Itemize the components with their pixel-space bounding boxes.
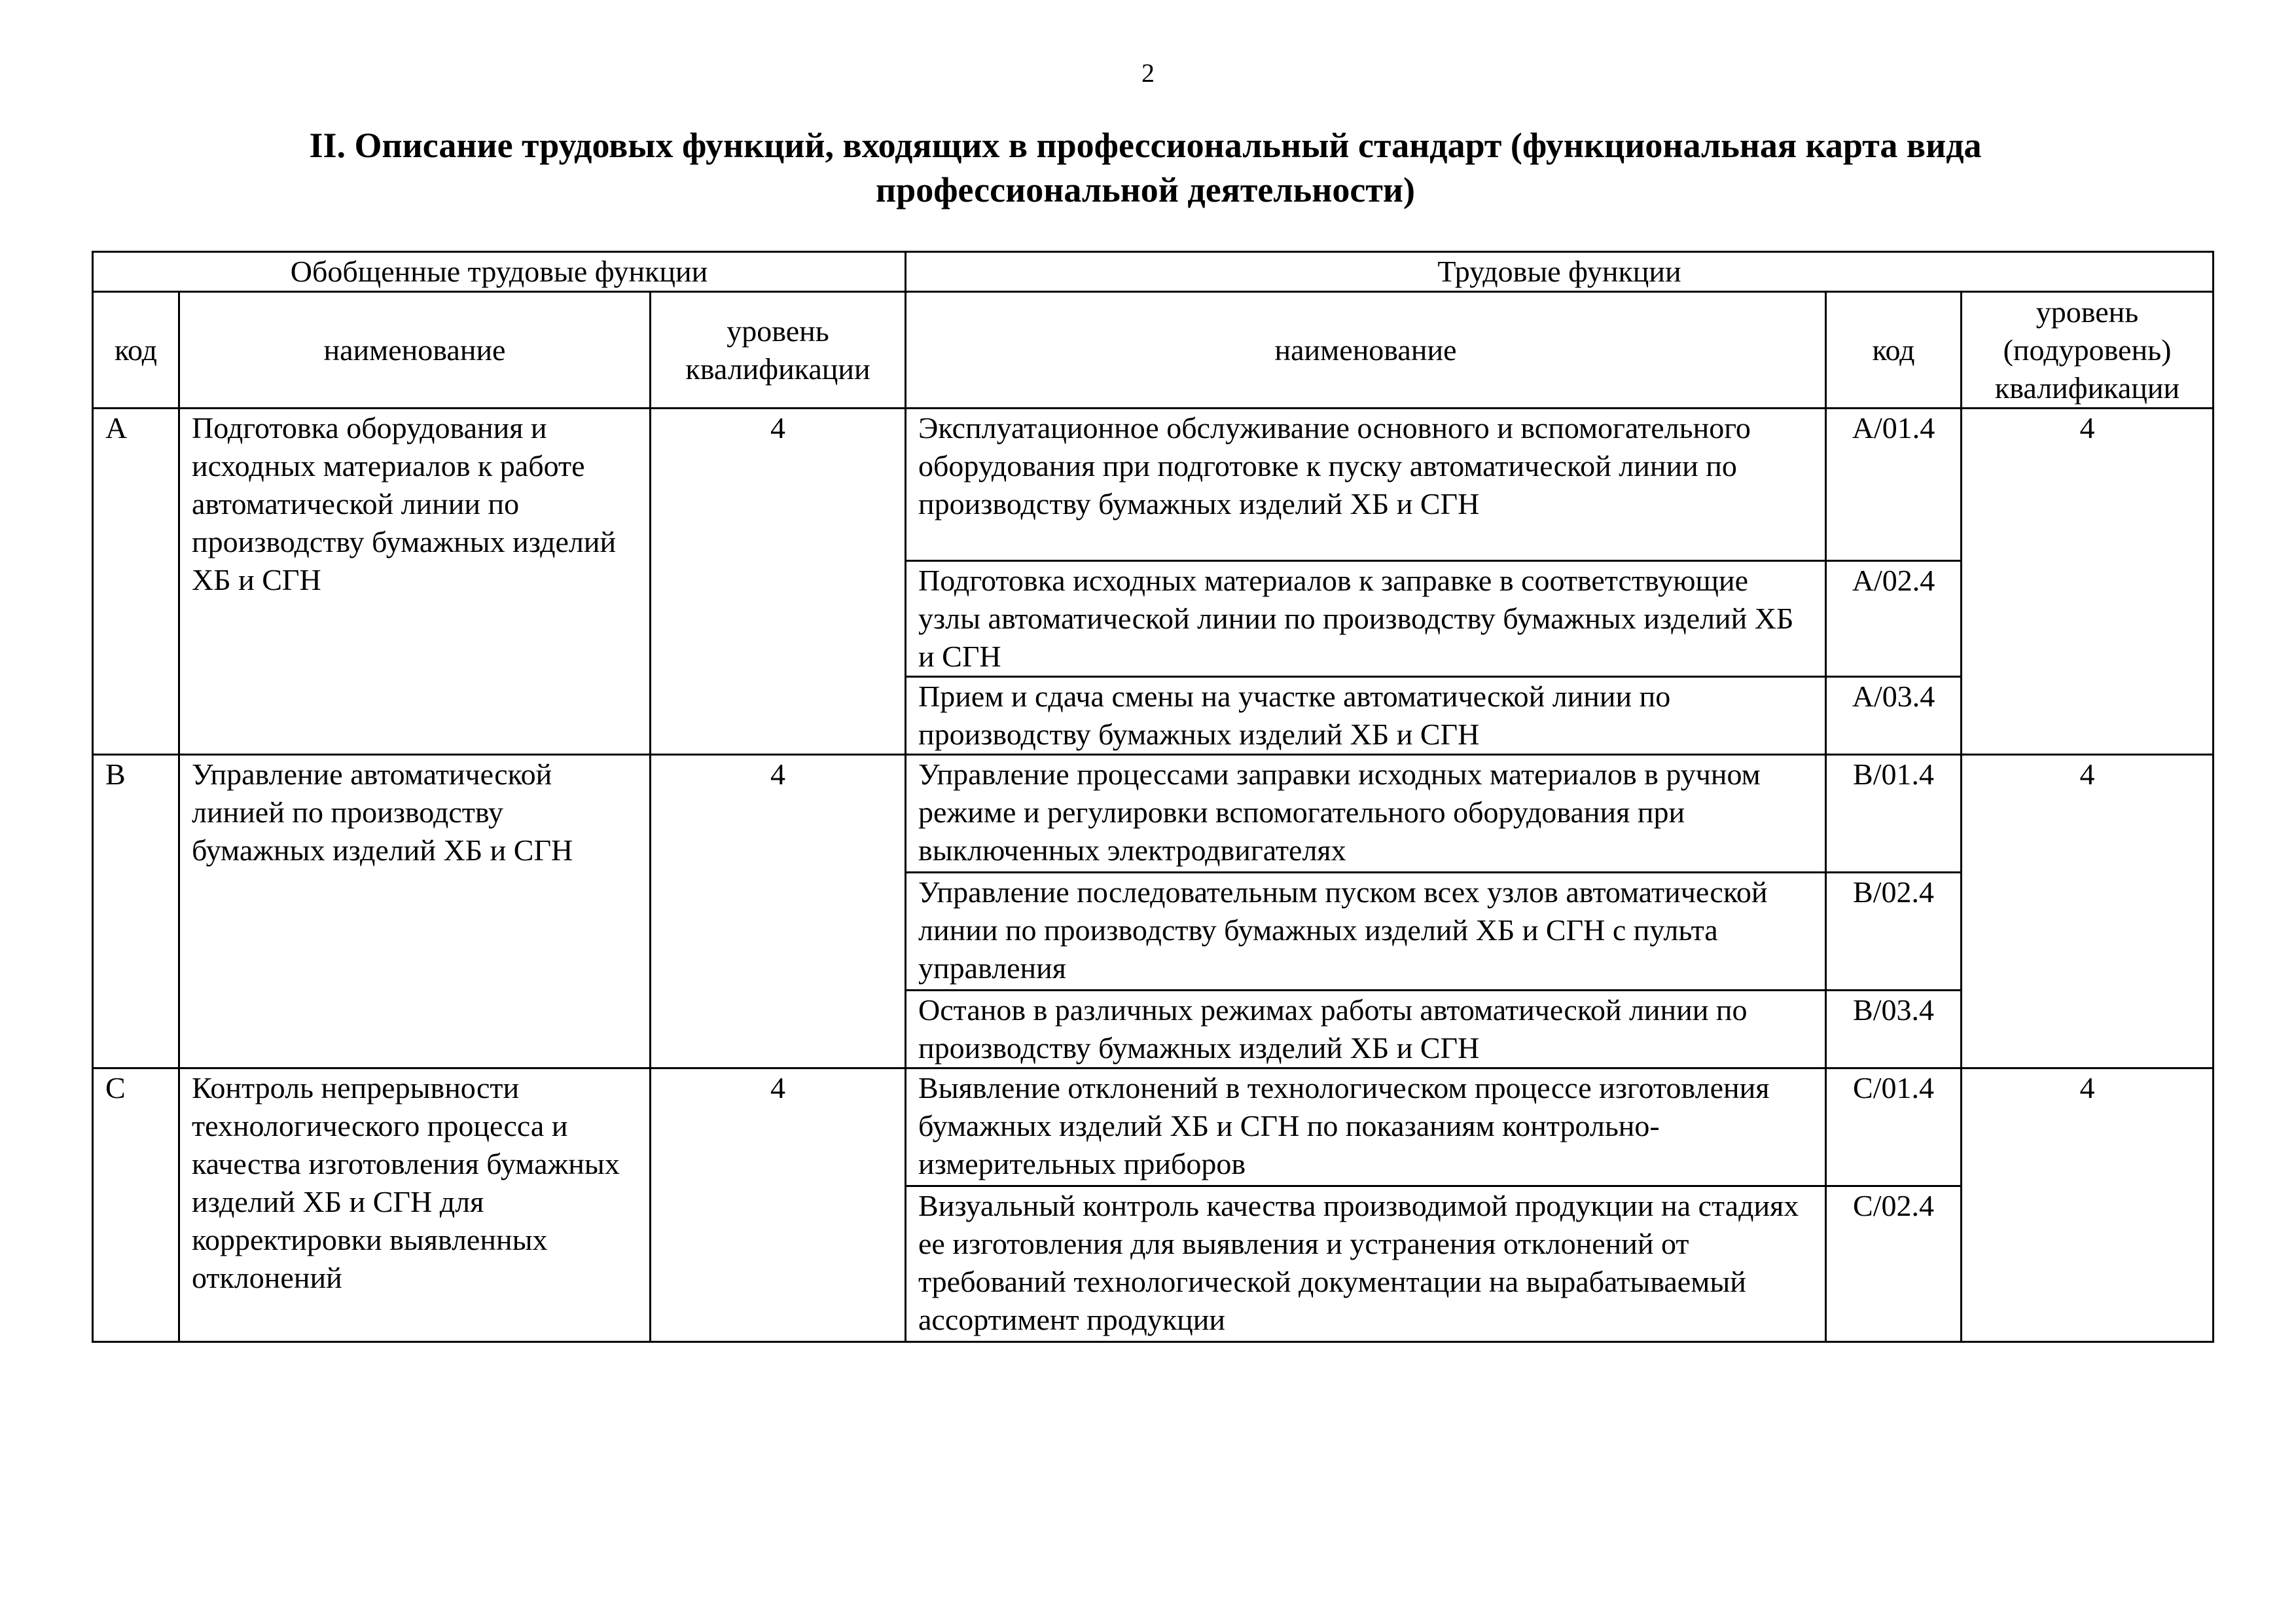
header-function-level: уровень (подуровень) квалификации	[1962, 292, 2214, 409]
function-code: B/01.4	[1826, 755, 1962, 873]
function-code: B/02.4	[1826, 873, 1962, 991]
header-level: уровень квалификации	[651, 292, 906, 409]
group-level: 4	[651, 755, 906, 1068]
group-name: Подготовка оборудования и исходных материалов к работе автоматической линии по производству бумажных изделий ХБ и СГН	[179, 409, 651, 755]
function-name: Подготовка исходных материалов к заправке в соответствующие узлы автоматической линии по производству бумажных изделий ХБ и СГН	[906, 561, 1826, 677]
group-code: A	[93, 409, 179, 755]
header-code: код	[93, 292, 179, 409]
header-labor-functions: Трудовые функции	[906, 252, 2214, 292]
function-name: Эксплуатационное обслуживание основного и вспомогательного оборудования при подготовке к пуску автоматической линии по производству бумажных изделий ХБ и СГН	[906, 409, 1826, 561]
function-name: Управление процессами заправки исходных материалов в ручном режиме и регулировки вспомогательного оборудования при выключенных электродвигателях	[906, 755, 1826, 873]
table-row	[93, 1068, 2214, 1186]
group-code: B	[93, 755, 179, 1068]
function-name: Прием и сдача смены на участке автоматической линии по производству бумажных изделий ХБ и СГН	[906, 677, 1826, 755]
header-name: наименование	[179, 292, 651, 409]
header-function-name: наименование	[906, 292, 1826, 409]
header-generalized-functions: Обобщенные трудовые функции	[93, 252, 906, 292]
group-name: Контроль непрерывности технологического процесса и качества изготовления бумажных изделий ХБ и СГН для корректировки выявленных отклонений	[179, 1068, 651, 1342]
group-code: C	[93, 1068, 179, 1342]
function-code: A/01.4	[1826, 409, 1962, 561]
functional-map-table	[92, 251, 2214, 1343]
function-level: 4	[1962, 1068, 2214, 1342]
page-number: 2	[1141, 58, 1155, 88]
table-row	[93, 755, 2214, 873]
function-name: Останов в различных режимах работы автоматической линии по производству бумажных изделий ХБ и СГН	[906, 991, 1826, 1068]
function-name: Выявление отклонений в технологическом процессе изготовления бумажных изделий ХБ и СГН по показаниям контрольно-измерительных приборов	[906, 1068, 1826, 1186]
function-code: A/02.4	[1826, 561, 1962, 677]
function-level: 4	[1962, 409, 2214, 755]
function-code: C/02.4	[1826, 1186, 1962, 1342]
function-name: Визуальный контроль качества производимой продукции на стадиях ее изготовления для выявления и устранения отклонений от требований технологической документации на вырабатываемый ассортимент продукции	[906, 1186, 1826, 1342]
table-row	[93, 409, 2214, 561]
group-level: 4	[651, 409, 906, 755]
function-name: Управление последовательным пуском всех узлов автоматической линии по производству бумажных изделий ХБ и СГН с пульта управления	[906, 873, 1826, 991]
page-title: II. Описание трудовых функций, входящих в профессиональный стандарт (функциональная карта вида профессиональной деятельности)	[309, 126, 1982, 210]
header-function-code: код	[1826, 292, 1962, 409]
group-name: Управление автоматической линией по производству бумажных изделий ХБ и СГН	[179, 755, 651, 1068]
function-code: A/03.4	[1826, 677, 1962, 755]
function-level: 4	[1962, 755, 2214, 1068]
group-level: 4	[651, 1068, 906, 1342]
function-code: C/01.4	[1826, 1068, 1962, 1186]
function-code: B/03.4	[1826, 991, 1962, 1068]
